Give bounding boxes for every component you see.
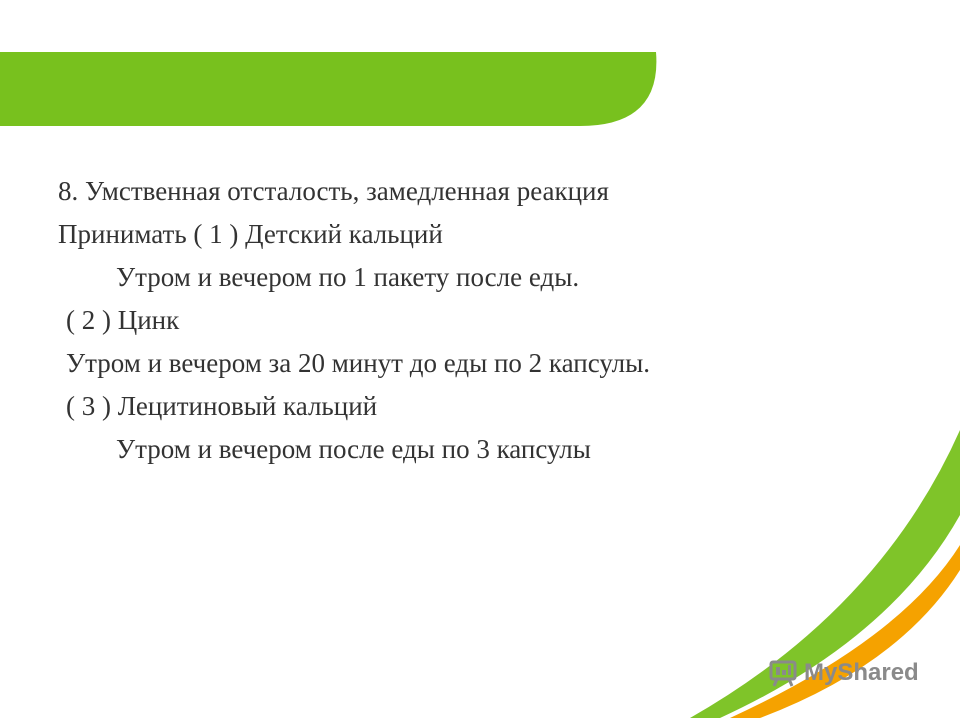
item-2-instruction: Утром и вечером за 20 минут до еды по 2 капсулы. (66, 348, 651, 378)
myshared-watermark (768, 658, 919, 688)
item-2-title: ( 2 ) Цинк (66, 305, 180, 335)
slide-content (58, 170, 878, 471)
item-3-title: ( 3 ) Лецитиновый кальций (66, 391, 378, 421)
item-1-instruction: Утром и вечером по 1 пакету после еды. (116, 262, 580, 292)
watermark-text: MyShared (804, 659, 919, 686)
heading-line: 8. Умственная отсталость, замедленная реакция (58, 176, 609, 206)
item-1-title: Принимать ( 1 ) Детский кальций (58, 219, 443, 249)
item-3-instruction: Утром и вечером после еды по 3 капсулы (116, 434, 591, 464)
presentation-board-icon (768, 658, 798, 688)
